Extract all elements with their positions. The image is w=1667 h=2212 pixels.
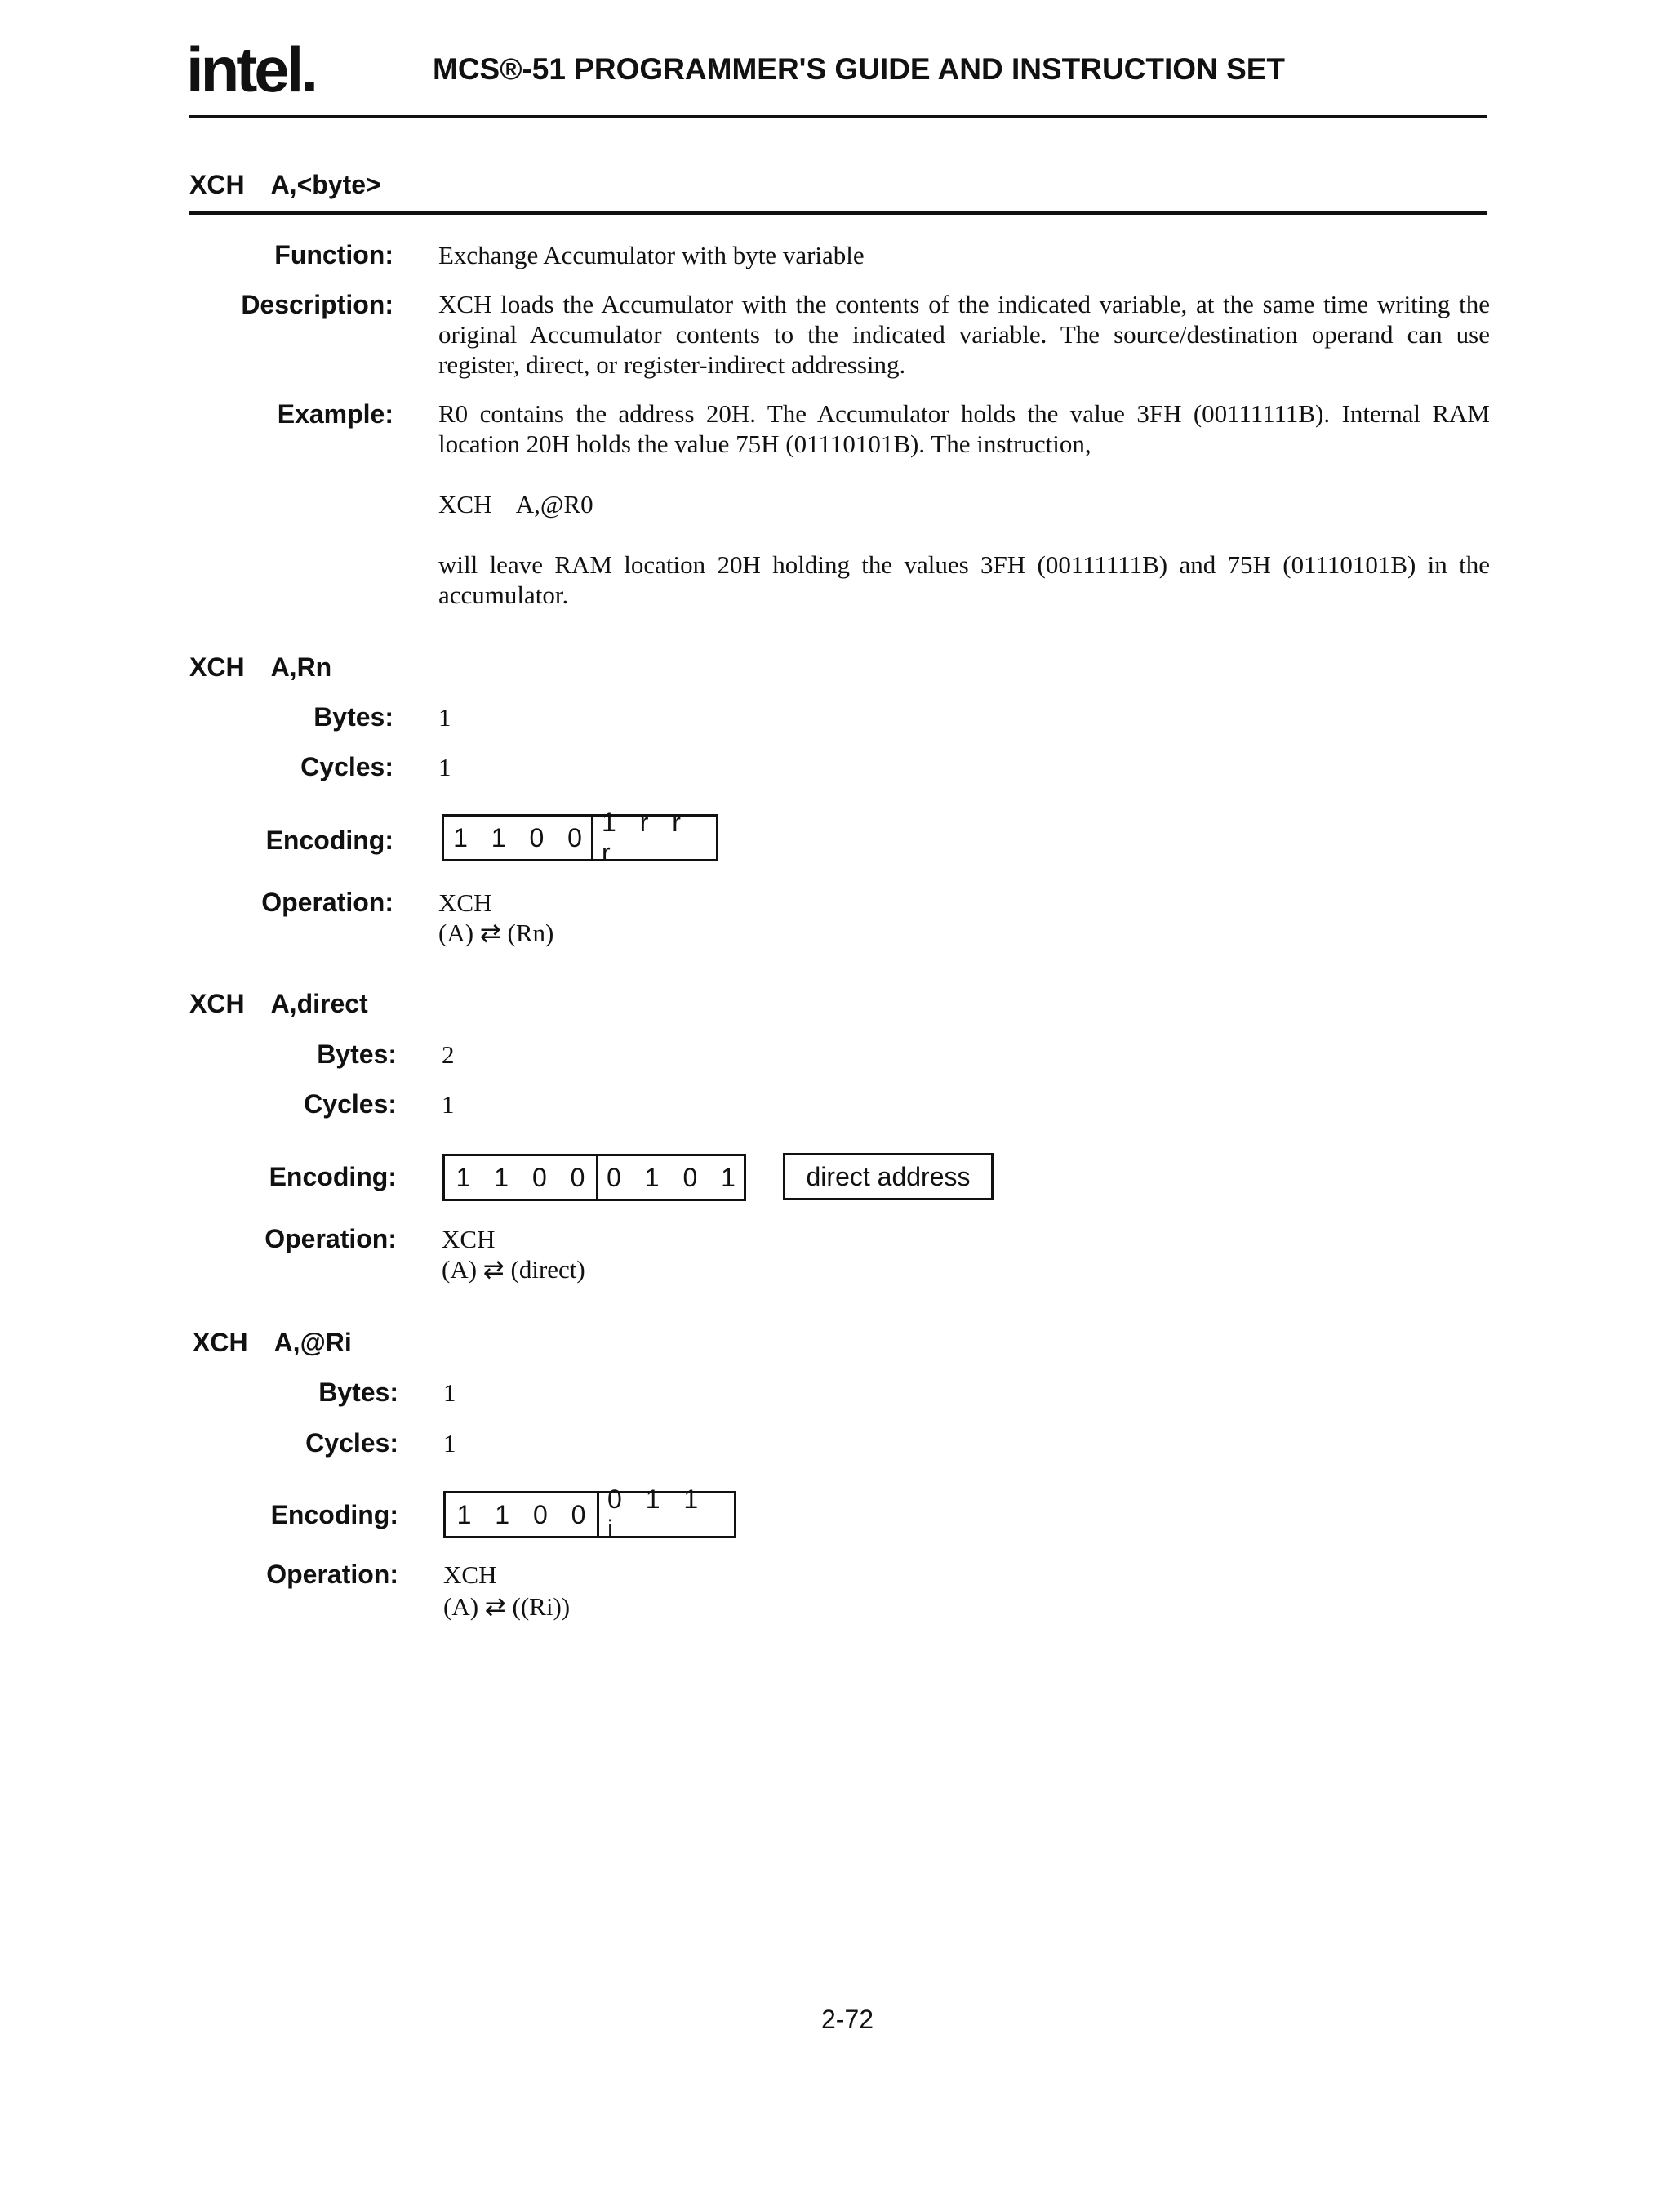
intel-logo: intel. bbox=[186, 33, 316, 105]
operation-line2: (A) ⇄ (Rn) bbox=[438, 919, 554, 947]
encoding-label: Encoding: bbox=[269, 1162, 397, 1191]
encoding-box: 1 1 0 0 1 r r r bbox=[442, 814, 718, 861]
bytes-value: 2 bbox=[442, 1040, 455, 1069]
operation-label: Operation: bbox=[261, 888, 393, 917]
encoding-box: 1 1 0 0 0 1 0 1 bbox=[442, 1154, 746, 1201]
bytes-value: 1 bbox=[438, 703, 451, 732]
description-text: XCH loads the Accumulator with the contents of the indicated variable, at the same time writing the original Accumulator contents to the indicated variable. The source/destination operand can use register, direct, or register-indirect addressing. bbox=[438, 290, 1490, 379]
example-label: Example: bbox=[277, 399, 393, 429]
bytes-value: 1 bbox=[443, 1378, 456, 1407]
form-title-rn: XCH A,Rn bbox=[189, 652, 332, 682]
cycles-label: Cycles: bbox=[300, 752, 393, 781]
direct-address-box: direct address bbox=[783, 1153, 994, 1200]
operation-label: Operation: bbox=[266, 1560, 398, 1589]
operation-label: Operation: bbox=[264, 1224, 397, 1253]
description-label: Description: bbox=[241, 290, 393, 319]
page-header-title: MCS®-51 PROGRAMMER'S GUIDE AND INSTRUCTION SET bbox=[433, 52, 1286, 86]
operation-line1: XCH bbox=[438, 888, 492, 917]
bytes-label: Bytes: bbox=[313, 702, 393, 732]
cycles-value: 1 bbox=[443, 1429, 456, 1458]
operation-line2: (A) ⇄ ((Ri)) bbox=[443, 1592, 571, 1621]
function-text: Exchange Accumulator with byte variable bbox=[438, 241, 865, 269]
section-title bbox=[189, 170, 381, 200]
bytes-label: Bytes: bbox=[318, 1377, 398, 1407]
encoding-label: Encoding: bbox=[265, 826, 393, 855]
encoding-box: 1 1 0 0 0 1 1 i bbox=[443, 1491, 736, 1538]
bytes-label: Bytes: bbox=[317, 1039, 397, 1069]
page-number: 2-72 bbox=[821, 2005, 874, 2034]
cycles-label: Cycles: bbox=[304, 1089, 397, 1119]
encoding-label: Encoding: bbox=[270, 1500, 398, 1529]
example-result: will leave RAM location 20H holding the values 3FH (00111111B) and 75H (01110101B) in the accumulator. bbox=[438, 550, 1490, 609]
operand: A,<byte> bbox=[270, 170, 381, 199]
section-rule bbox=[189, 211, 1487, 215]
cycles-value: 1 bbox=[438, 753, 451, 781]
function-label: Function: bbox=[274, 240, 393, 269]
example-text: R0 contains the address 20H. The Accumulator holds the value 3FH (00111111B). Internal RAM location 20H holds the value 75H (01110101B). The instruction, bbox=[438, 399, 1490, 458]
example-code: XCH A,@R0 bbox=[438, 490, 593, 519]
operation-line1: XCH bbox=[443, 1560, 497, 1589]
cycles-label: Cycles: bbox=[305, 1428, 398, 1458]
operation-line2: (A) ⇄ (direct) bbox=[442, 1255, 585, 1284]
cycles-value: 1 bbox=[442, 1090, 455, 1119]
form-title-direct: XCH A,direct bbox=[189, 989, 368, 1018]
operation-line1: XCH bbox=[442, 1225, 496, 1253]
form-title-ri: XCH A,@Ri bbox=[193, 1328, 352, 1357]
header-rule bbox=[189, 115, 1487, 118]
mnemonic: XCH bbox=[189, 170, 245, 199]
